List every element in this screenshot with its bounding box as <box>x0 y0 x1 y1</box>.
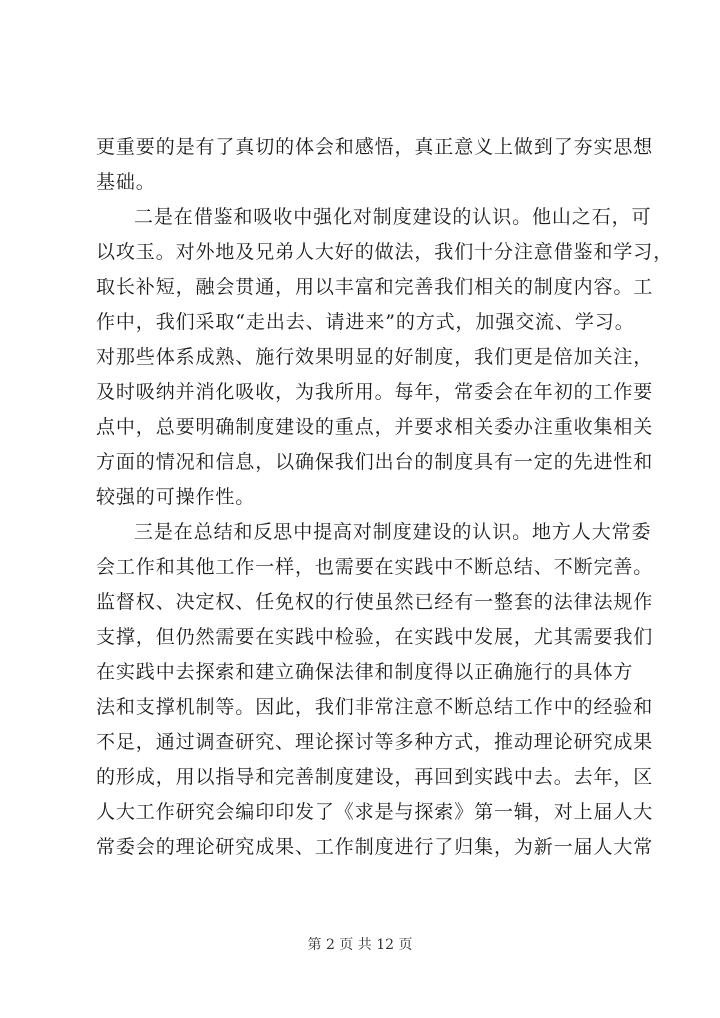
text-line: 对那些体系成熟、施行效果明显的好制度，我们更是倍加关注， <box>96 346 654 368</box>
text-line: 更重要的是有了真切的体会和感悟，真正意义上做到了夯实思想 <box>96 136 654 158</box>
text-line: 人大工作研究会编印印发了《求是与探索》第一辑，对上届人大 <box>96 801 654 823</box>
text-line: 的形成，用以指导和完善制度建设，再回到实践中去。去年，区 <box>96 766 654 788</box>
text-line: 点中，总要明确制度建设的重点，并要求相关委办注重收集相关 <box>96 416 654 438</box>
text-line: 在实践中去探索和建立确保法律和制度得以正确施行的具体方 <box>96 661 634 683</box>
text-line: 方面的情况和信息，以确保我们出台的制度具有一定的先进性和 <box>96 451 654 473</box>
text-line: 法和支撑机制等。因此，我们非常注意不断总结工作中的经验和 <box>96 696 654 718</box>
page-number-footer: 第 2 页 共 12 页 <box>307 937 413 953</box>
text-line: 监督权、决定权、任免权的行使虽然已经有一整套的法律法规作 <box>96 591 654 613</box>
text-line: 及时吸纳并消化吸收，为我所用。每年，常委会在年初的工作要 <box>96 381 654 403</box>
paragraph-start-line: 三是在总结和反思中提高对制度建设的认识。地方人大常委 <box>134 521 652 543</box>
text-line: 取长补短，融会贯通，用以丰富和完善我们相关的制度内容。工 <box>96 276 654 298</box>
text-line: 以攻玉。对外地及兄弟人大好的做法，我们十分注意借鉴和学习， <box>96 241 674 263</box>
body-text <box>96 130 674 865</box>
paragraph-start-line: 二是在借鉴和吸收中强化对制度建设的认识。他山之石，可 <box>134 206 652 228</box>
text-line: 支撑，但仍然需要在实践中检验，在实践中发展，尤其需要我们 <box>96 626 654 648</box>
text-line: 作中，我们采取“走出去、请进来”的方式，加强交流、学习。 <box>96 311 635 333</box>
text-line: 不足，通过调查研究、理论探讨等多种方式，推动理论研究成果 <box>96 731 654 753</box>
text-line: 会工作和其他工作一样，也需要在实践中不断总结、不断完善。 <box>96 556 654 578</box>
text-line: 常委会的理论研究成果、工作制度进行了归集，为新一届人大常 <box>96 836 654 858</box>
text-line: 较强的可操作性。 <box>96 486 256 508</box>
text-line: 基础。 <box>96 171 156 193</box>
